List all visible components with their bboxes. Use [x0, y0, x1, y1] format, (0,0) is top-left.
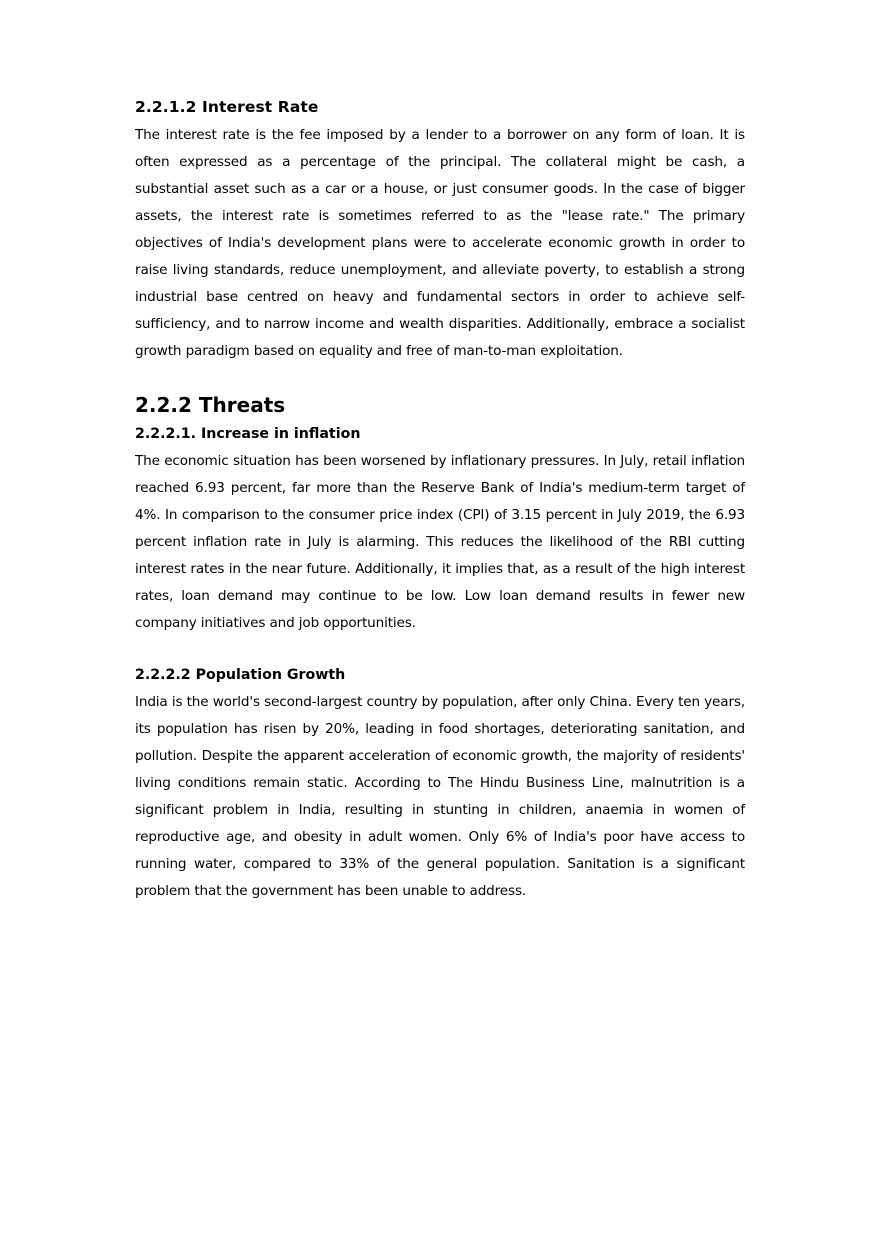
spacer	[135, 637, 745, 664]
population-growth-paragraph: India is the world's second-largest country by population, after only China. Every ten years, its population has risen by 20%, leading in food shortages, deteriorating sanitation, and pollution. Despite the apparent acceleration of economic growth, the majority of residents' living conditions remain static. According to The Hindu Business Line, malnutrition is a significant problem in India, resulting in stunting in children, anaemia in women of reproductive age, and obesity in adult women. Only 6% of India's poor have access to running water, compared to 33% of the general population. Sanitation is a significant problem that the government has been unable to address.	[135, 694, 745, 899]
interest-rate-heading: 2.2.1.2 Interest Rate	[135, 98, 319, 116]
inflation-heading: 2.2.2.1. Increase in inflation	[135, 426, 361, 442]
spacer	[135, 365, 745, 391]
threats-heading: 2.2.2 Threats	[135, 393, 286, 417]
document-page	[135, 96, 745, 905]
population-growth-heading: 2.2.2.2 Population Growth	[135, 667, 346, 683]
interest-rate-paragraph: The interest rate is the fee imposed by a lender to a borrower on any form of loan. It is often expressed as a percentage of the principal. The collateral might be cash, a substantial asset such as a car or a house, or just consumer goods. In the case of bigger assets, the interest rate is sometimes referred to as the "lease rate." The primary objectives of India's development plans were to accelerate economic growth in order to raise living standards, reduce unemployment, and alleviate poverty, to establish a strong industrial base centred on heavy and fundamental sectors in order to achieve self-sufficiency, and to narrow income and wealth disparities. Additionally, embrace a socialist growth paradigm based on equality and free of man-to-man exploitation.	[135, 127, 745, 359]
inflation-paragraph: The economic situation has been worsened by inflationary pressures. In July, retail inflation reached 6.93 percent, far more than the Reserve Bank of India's medium-term target of 4%. In comparison to the consumer price index (CPI) of 3.15 percent in July 2019, the 6.93 percent inflation rate in July is alarming. This reduces the likelihood of the RBI cutting interest rates in the near future. Additionally, it implies that, as a result of the high interest rates, loan demand may continue to be low. Low loan demand results in fewer new company initiatives and job opportunities.	[135, 453, 745, 631]
